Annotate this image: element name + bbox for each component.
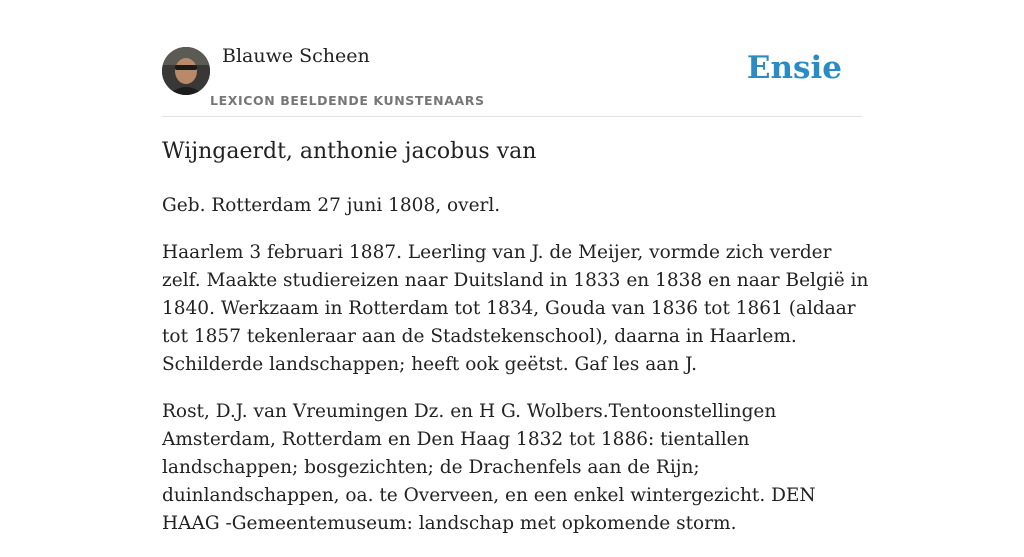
article-body: [162, 192, 872, 557]
collection-label[interactable]: LEXICON BEELDENDE KUNSTENAARS: [210, 93, 485, 108]
header: [162, 0, 862, 117]
article-paragraph: Haarlem 3 februari 1887. Leerling van J. de Meijer, vormde zich verder zelf. Maakte studiereizen naar Duitsland in 1833 en 1838 en naar België in 1840. Werkzaam in Rotterdam tot 1834, Gouda van 1836 tot 1861 (aldaar tot 1857 tekenleraar aan de Stadstekenschool), daarna in Haarlem. Schilderde landschappen; heeft ook geëtst. Gaf les aan J.: [162, 242, 869, 375]
author-avatar[interactable]: [162, 47, 210, 95]
article-paragraph: Rost, D.J. van Vreumingen Dz. en H G. Wolbers.Tentoonstellingen Amsterdam, Rotterdam en Den Haag 1832 tot 1886: tientallen landschappen; bosgezichten; de Drachenfels aan de Rijn; duinlandschappen, oa. te Overveen, en een enkel wintergezicht. DEN HAAG -Gemeentemuseum: landschap met opkomende storm.: [162, 401, 816, 534]
author-name[interactable]: Blauwe Scheen: [222, 45, 370, 67]
article-paragraph: Geb. Rotterdam 27 juni 1808, overl.: [162, 195, 501, 216]
avatar-image: [162, 47, 210, 95]
page-title: Wijngaerdt, anthonie jacobus van: [162, 139, 537, 164]
brand-logo[interactable]: Ensie: [746, 50, 842, 86]
